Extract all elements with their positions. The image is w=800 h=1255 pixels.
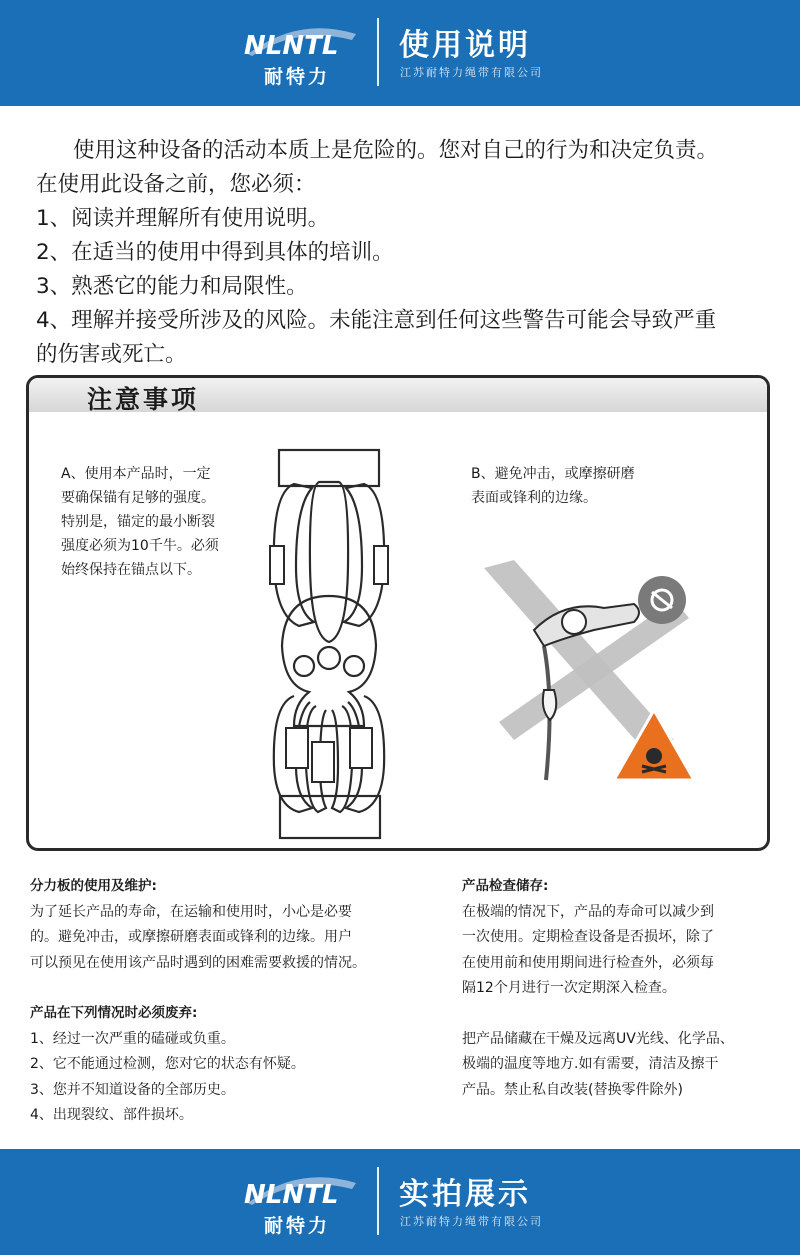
footer-divider: [377, 1167, 379, 1235]
header-banner: [0, 0, 800, 106]
inspection-line: 一次使用。定期检查设备是否损坏，除了: [462, 929, 714, 945]
notice-a-line: 强度必须为10千牛。必须: [61, 538, 219, 554]
inspection-line: 在极端的情况下，产品的寿命可以减少到: [462, 903, 714, 920]
company-name: 江苏耐特力绳带有限公司: [400, 66, 543, 79]
intro-warning: [36, 134, 776, 372]
intro-line: 的伤害或死亡。: [36, 342, 187, 367]
svg-text:NLNTL: NLNTL: [244, 31, 339, 61]
inspection-line: 隔12个月进行一次定期深入检查。: [462, 980, 676, 996]
inspection-heading: 产品检查储存:: [462, 878, 549, 894]
maintenance-line: 可以预见在使用该产品时遇到的困难需要救援的情况。: [30, 954, 366, 971]
notice-a-line: 要确保锚有足够的强度。: [61, 490, 215, 506]
discard-heading: 产品在下列情况时必须废弃:: [30, 1005, 198, 1021]
logo-emblem-icon: [238, 22, 368, 62]
notice-b-line: 表面或锋利的边缘。: [471, 490, 597, 506]
brand-logo: [238, 22, 368, 88]
discard-item: 2、它不能通过检测，您对它的状态有怀疑。: [30, 1056, 305, 1072]
intro-line: 在使用此设备之前，您必须：: [36, 172, 316, 197]
maintenance-heading: 分力板的使用及维护:: [30, 878, 157, 894]
intro-line: 3、熟悉它的能力和局限性。: [36, 274, 308, 299]
intro-line: 2、在适当的使用中得到具体的培训。: [36, 240, 394, 265]
storage-line: 把产品储藏在干燥及远离UV光线、化学品、: [462, 1030, 734, 1047]
brand-logo: [238, 1171, 368, 1237]
logo-chinese-name: 耐特力: [263, 66, 330, 88]
maintenance-line: 为了延长产品的寿命，在运输和使用时，小心是必要: [30, 903, 352, 920]
discard-item: 4、出现裂纹、部件损坏。: [30, 1107, 193, 1123]
intro-line: 1、阅读并理解所有使用说明。: [36, 206, 330, 231]
inspection-line: 在使用前和使用期间进行检查外，必须每: [462, 954, 714, 971]
intro-line: 使用这种设备的活动本质上是危险的。您对自己的行为和决定负责。: [73, 138, 719, 163]
company-name: 江苏耐特力绳带有限公司: [400, 1215, 543, 1228]
footer-banner: [0, 1149, 800, 1255]
logo-chinese-name: 耐特力: [263, 1215, 330, 1237]
carabiner-rigging-illustration: [254, 446, 404, 846]
svg-text:NLNTL: NLNTL: [244, 1180, 339, 1210]
discard-item: 3、您并不知道设备的全部历史。: [30, 1081, 235, 1098]
notice-item-b: [471, 462, 691, 510]
storage-line: 极端的温度等地方.如有需要，清洁及擦干: [462, 1056, 719, 1072]
notice-a-line: 始终保持在锚点以下。: [61, 562, 201, 578]
notice-title: 注意事项: [87, 385, 200, 414]
notice-b-line: B、避免冲击，或摩擦研磨: [471, 466, 635, 482]
notice-item-a: [61, 462, 251, 582]
storage-line: 产品。禁止私自改装(替换零件除外): [462, 1081, 683, 1098]
intro-line: 4、理解并接受所涉及的风险。未能注意到任何这些警告可能会导致严重: [36, 308, 717, 333]
maintenance-line: 的。避免冲击，或摩擦研磨表面或锋利的边缘。用户: [30, 929, 352, 945]
header-divider: [377, 18, 379, 86]
notice-a-line: 特别是，锚定的最小断裂: [61, 514, 215, 530]
discard-item: 1、经过一次严重的磕碰或负重。: [30, 1030, 235, 1047]
notice-panel: [26, 375, 770, 851]
section-title: 实拍展示: [399, 1177, 531, 1212]
notice-a-line: A、使用本产品时，一定: [61, 466, 211, 482]
page-title: 使用说明: [399, 28, 531, 63]
logo-emblem-icon: [238, 1171, 368, 1211]
inspection-column: [462, 874, 780, 1103]
maintenance-column: [30, 874, 440, 1129]
notice-header: [29, 378, 767, 412]
sharp-edge-warning-illustration: [474, 560, 714, 800]
